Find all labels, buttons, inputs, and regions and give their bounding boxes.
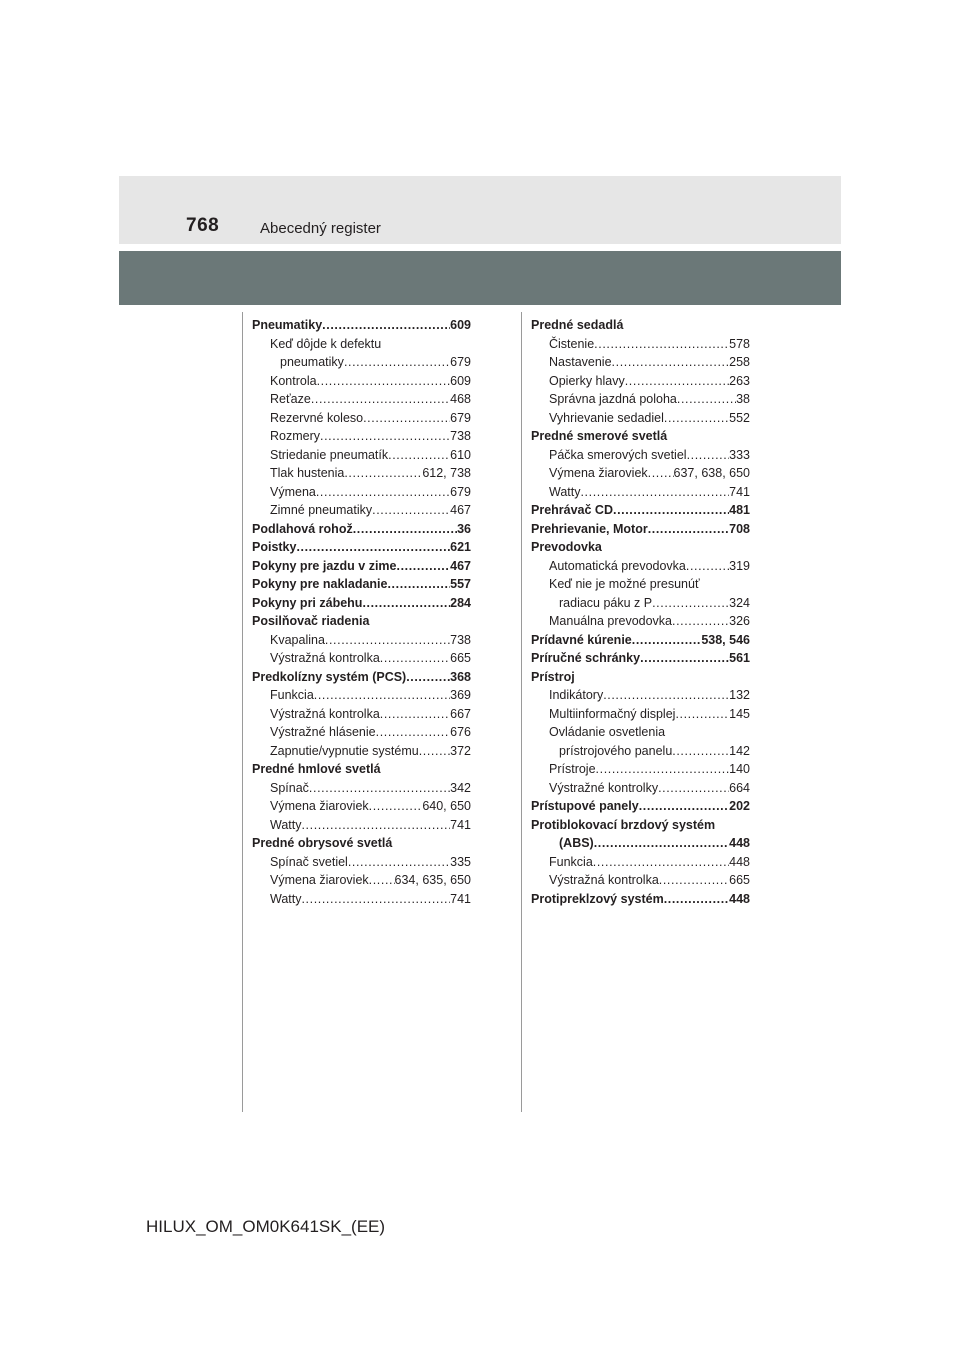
index-subentry (531, 686, 750, 705)
page-reference: 665 (450, 651, 471, 665)
dot-leader (612, 353, 730, 372)
entry-label: Výstražná kontrolka (270, 651, 380, 665)
page-reference: 679 (450, 410, 471, 425)
entry-label: Funkcia (549, 854, 593, 869)
dot-leader (419, 742, 450, 761)
dot-leader (672, 742, 729, 761)
index-subentry (252, 890, 471, 909)
dot-leader (301, 816, 450, 835)
index-entry (531, 668, 750, 687)
page-reference: 319 (729, 558, 750, 573)
index-entry (531, 631, 750, 650)
page-reference: 665 (729, 873, 750, 887)
page-reference: 741 (450, 891, 471, 906)
page-reference: 738 (450, 429, 471, 443)
page-reference: 326 (729, 614, 750, 628)
dot-leader (344, 353, 450, 372)
page-reference: 578 (729, 336, 750, 351)
entry-label: Posilňovač riadenia (252, 614, 370, 628)
dot-leader (613, 501, 729, 520)
dot-leader (317, 372, 451, 391)
dot-leader (603, 686, 729, 705)
entry-label: Vyhrievanie sedadiel (549, 410, 664, 425)
index-entry (252, 538, 471, 557)
dot-leader (325, 631, 450, 650)
index-subentry (531, 464, 750, 483)
dot-leader (659, 871, 729, 890)
index-subentry (531, 760, 750, 779)
index-subentry (252, 723, 471, 742)
index-subentry (252, 742, 471, 761)
index-entry (531, 649, 750, 668)
entry-label: Protipreklzový systém (531, 891, 664, 906)
dot-leader (296, 538, 450, 557)
entry-label: Multiinformačný displej (549, 706, 676, 721)
index-entry (252, 594, 471, 613)
index-subentry (252, 853, 471, 872)
entry-label: Výmena žiaroviek (270, 873, 369, 887)
page-reference: 467 (450, 558, 471, 573)
page-reference: 202 (729, 799, 750, 813)
index-entry (252, 520, 471, 539)
page-reference: 741 (450, 817, 471, 832)
index-column-right (531, 316, 750, 908)
entry-label: pneumatiky (280, 355, 344, 369)
index-entry (531, 520, 750, 539)
page-reference: 368 (450, 669, 471, 684)
dot-leader (348, 853, 450, 872)
entry-label: Spínač svetiel (270, 854, 348, 869)
dot-leader (363, 409, 450, 428)
index-entry (252, 316, 471, 335)
index-subentry (252, 797, 471, 816)
dot-leader (664, 890, 729, 909)
entry-label: Príručné schránky (531, 651, 641, 665)
dot-leader (687, 446, 730, 465)
dot-leader (648, 464, 674, 483)
page-reference: 333 (729, 447, 750, 462)
index-entry (252, 557, 471, 576)
page-reference: 679 (450, 355, 471, 369)
index-entry (531, 890, 750, 909)
entry-label: Predkolízny systém (PCS) (252, 669, 407, 684)
entry-label: Prehrievanie, Motor (531, 521, 648, 536)
index-entry (531, 316, 750, 335)
index-subentry (252, 649, 471, 668)
page-reference: 738 (450, 632, 471, 647)
entry-label: Zapnutie/vypnutie systému (270, 743, 419, 758)
entry-label: Poistky (252, 540, 297, 554)
index-entry (252, 575, 471, 594)
entry-label: Pokyny pri zábehu (252, 595, 363, 610)
index-entry (252, 612, 471, 631)
entry-label: Predné smerové svetlá (531, 429, 668, 443)
page-reference: 140 (729, 762, 750, 776)
page-reference: 369 (450, 688, 471, 702)
dot-leader (380, 705, 450, 724)
page-reference: 741 (729, 484, 750, 499)
index-subentry (252, 705, 471, 724)
dot-leader (625, 372, 729, 391)
dot-leader (652, 594, 729, 613)
entry-label: Manuálna prevodovka (549, 614, 672, 628)
entry-label: Indikátory (549, 688, 604, 702)
entry-label: Tlak hustenia (270, 466, 345, 480)
index-subentry (252, 446, 471, 465)
dot-leader (387, 575, 450, 594)
dot-leader (369, 797, 423, 816)
index-entry (252, 668, 471, 687)
dot-leader (369, 871, 395, 890)
entry-label: radiacu páku z P (559, 595, 653, 610)
entry-label: Zimné pneumatiky (270, 503, 373, 517)
dot-leader (372, 501, 450, 520)
dot-leader (580, 483, 729, 502)
page-reference: 552 (729, 410, 750, 425)
page-reference: 145 (729, 706, 750, 721)
entry-label: prístrojového panelu (559, 743, 673, 758)
index-subentry (531, 834, 750, 853)
entry-label: Prístroj (531, 669, 575, 684)
index-subentry (252, 427, 471, 446)
dot-leader (632, 631, 702, 650)
entry-label: Výmena žiaroviek (549, 466, 648, 480)
page-reference: 481 (729, 503, 750, 517)
page-reference: 610 (450, 447, 471, 462)
dot-leader (388, 446, 450, 465)
entry-label: Prídavné kúrenie (531, 632, 632, 647)
entry-label: Kvapalina (270, 632, 325, 647)
index-entry (531, 501, 750, 520)
dot-leader (596, 760, 730, 779)
entry-label: Výstražné hlásenie (270, 725, 376, 739)
index-subentry (531, 853, 750, 872)
index-subentry (531, 612, 750, 631)
entry-label: Prístroje (549, 762, 596, 776)
index-subentry (252, 335, 471, 354)
page-reference: 561 (729, 651, 750, 665)
index-subentry (531, 557, 750, 576)
dot-leader (322, 316, 450, 335)
dot-leader (672, 612, 729, 631)
entry-label: Keď nie je možné presunúť (549, 577, 700, 591)
page-reference: 621 (450, 540, 471, 554)
entry-label: Nastavenie (549, 355, 612, 369)
entry-label: Predné obrysové svetlá (252, 836, 393, 850)
index-subentry (531, 871, 750, 890)
page-reference: 263 (729, 373, 750, 388)
dot-leader (397, 557, 451, 576)
page-reference: 557 (450, 577, 471, 591)
entry-label: Reťaze (270, 392, 311, 406)
index-subentry (531, 575, 750, 594)
entry-label: Spínač (270, 780, 309, 795)
entry-label: Prevodovka (531, 540, 602, 554)
entry-label: Výstražná kontrolka (549, 873, 659, 887)
index-subentry (531, 390, 750, 409)
index-entry (252, 834, 471, 853)
index-subentry (531, 372, 750, 391)
page-reference: 448 (729, 891, 750, 906)
page-reference: 448 (729, 854, 750, 869)
index-subentry (252, 631, 471, 650)
dot-leader (314, 686, 450, 705)
dot-leader (648, 520, 729, 539)
dot-leader (311, 390, 450, 409)
index-entry (531, 538, 750, 557)
page-reference: 284 (450, 595, 471, 610)
entry-label: Pokyny pre jazdu v zime (252, 558, 397, 573)
index-subentry (531, 723, 750, 742)
dot-leader (677, 390, 736, 409)
dot-leader (594, 834, 729, 853)
dot-leader (593, 853, 729, 872)
index-subentry (531, 742, 750, 761)
entry-label: Výstražná kontrolka (270, 706, 380, 721)
page-reference: 609 (450, 318, 471, 332)
entry-label: Prístupové panely (531, 799, 639, 813)
entry-label: Rozmery (270, 429, 321, 443)
page-reference: 664 (729, 780, 750, 795)
dot-leader (380, 649, 450, 668)
index-subentry (252, 464, 471, 483)
entry-label: Páčka smerových svetiel (549, 447, 687, 462)
page-reference: 637, 638, 650 (673, 466, 750, 480)
index-subentry (252, 871, 471, 890)
index-entry (531, 797, 750, 816)
index-entry (531, 816, 750, 835)
entry-label: Predné sedadlá (531, 318, 624, 332)
entry-label: Pokyny pre nakladanie (252, 577, 388, 591)
document-code: HILUX_OM_OM0K641SK_(EE) (146, 1217, 386, 1236)
page-reference: 258 (729, 355, 750, 369)
entry-label: Predné hmlové svetlá (252, 762, 381, 776)
column-divider-middle (521, 312, 522, 1112)
entry-label: Čistenie (549, 336, 595, 351)
index-subentry (531, 446, 750, 465)
entry-label: Watty (270, 817, 302, 832)
entry-label: Watty (549, 484, 581, 499)
entry-label: Opierky hlavy (549, 373, 625, 388)
entry-label: Protiblokovací brzdový systém (531, 817, 716, 832)
page-reference: 324 (729, 595, 750, 610)
index-subentry (531, 335, 750, 354)
entry-label: Rezervné koleso (270, 410, 364, 425)
dot-leader (362, 594, 450, 613)
dot-leader (376, 723, 451, 742)
index-subentry (531, 705, 750, 724)
header-background (119, 176, 841, 244)
entry-label: Podlahová rohož (252, 521, 353, 536)
index-subentry (531, 353, 750, 372)
page-reference: 467 (450, 503, 471, 517)
dot-leader (658, 779, 729, 798)
index-subentry (252, 686, 471, 705)
page-reference: 372 (450, 743, 471, 758)
page-number: 768 (186, 215, 220, 236)
index-entry (531, 427, 750, 446)
index-subentry (531, 779, 750, 798)
dot-leader (320, 427, 450, 446)
entry-label: Výmena (270, 484, 316, 499)
index-subentry (252, 779, 471, 798)
index-column-left (252, 316, 471, 908)
page-reference: 676 (450, 725, 471, 739)
page-reference: 132 (729, 688, 750, 702)
index-subentry (252, 501, 471, 520)
dot-leader (664, 409, 729, 428)
index-subentry (531, 409, 750, 428)
index-subentry (252, 409, 471, 428)
entry-label: Watty (270, 891, 302, 906)
dot-leader (675, 705, 729, 724)
entry-label: Keď dôjde k defektu (270, 336, 382, 351)
dot-leader (316, 483, 450, 502)
entry-label: (ABS) (559, 836, 594, 850)
entry-label: Kontrola (270, 373, 317, 388)
dot-leader (686, 557, 729, 576)
entry-label: Správna jazdná poloha (549, 392, 677, 406)
index-entry (252, 760, 471, 779)
index-subentry (252, 483, 471, 502)
page-reference: 448 (729, 836, 750, 850)
entry-label: Striedanie pneumatík (270, 447, 389, 462)
section-title: Abecedný register (260, 220, 381, 237)
dot-leader (344, 464, 422, 483)
index-subentry (531, 594, 750, 613)
dot-leader (594, 335, 729, 354)
entry-label: Automatická prevodovka (549, 558, 686, 573)
page-reference: 612, 738 (422, 466, 471, 480)
index-subentry (252, 372, 471, 391)
page-reference: 335 (450, 854, 471, 869)
header-band (119, 251, 841, 305)
column-divider-left (242, 312, 243, 1112)
index-subentry (252, 390, 471, 409)
page-reference: 142 (729, 743, 750, 758)
index-subentry (252, 816, 471, 835)
entry-label: Pneumatiky (252, 318, 323, 332)
page-reference: 708 (729, 521, 750, 536)
page-reference: 538, 546 (701, 632, 750, 647)
entry-label: Výstražné kontrolky (549, 780, 659, 795)
index-subentry (531, 483, 750, 502)
page-reference: 609 (450, 373, 471, 388)
page-reference: 679 (450, 484, 471, 499)
page-reference: 468 (450, 392, 471, 406)
page-reference: 36 (457, 521, 471, 536)
dot-leader (309, 779, 450, 798)
dot-leader (640, 649, 729, 668)
entry-label: Ovládanie osvetlenia (549, 725, 666, 739)
dot-leader (639, 797, 729, 816)
entry-label: Funkcia (270, 688, 314, 702)
entry-label: Prehrávač CD (531, 503, 613, 517)
dot-leader (301, 890, 450, 909)
entry-label: Výmena žiaroviek (270, 799, 369, 813)
index-subentry (252, 353, 471, 372)
dot-leader (353, 520, 457, 539)
page-reference: 634, 635, 650 (394, 873, 471, 887)
page-reference: 640, 650 (422, 799, 471, 813)
page-reference: 342 (450, 780, 471, 795)
page-reference: 667 (450, 706, 471, 721)
dot-leader (406, 668, 450, 687)
page-reference: 38 (736, 392, 750, 406)
